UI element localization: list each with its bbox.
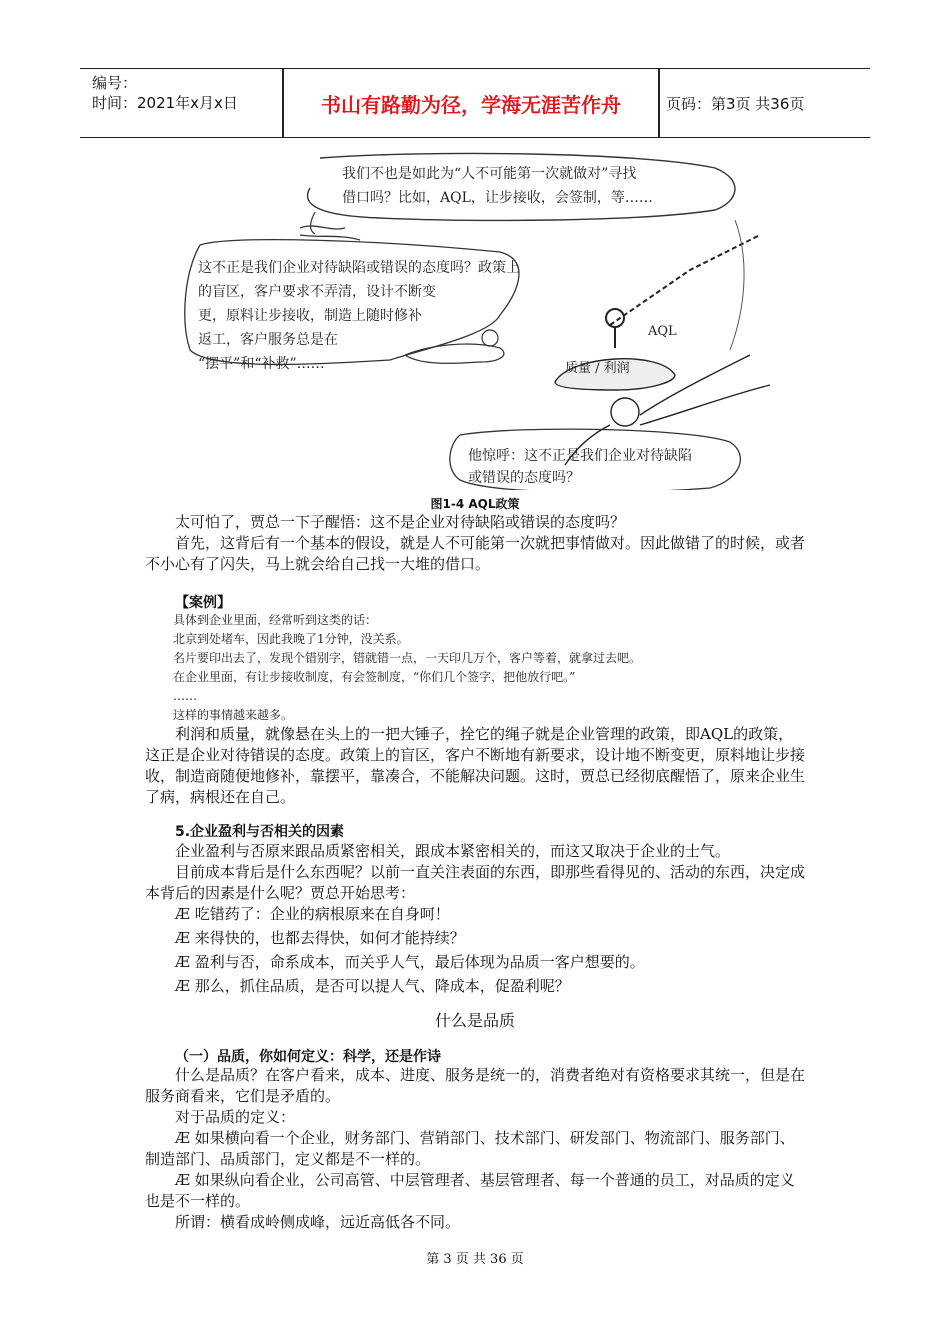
section-heading: 什么是品质 bbox=[434, 1011, 515, 1030]
list-item: Æ 盈利与否，命系成本，而关乎人气，最后体现为品质一客户想要的。 bbox=[175, 953, 645, 971]
paragraph: 企业盈利与否原来跟品质紧密相关，跟成本紧密相关的，而这又取决于企业的士气。 bbox=[175, 842, 731, 860]
page-header bbox=[80, 68, 870, 138]
paragraph: 所谓：横看成岭侧成峰，远近高低各不同。 bbox=[175, 1213, 461, 1231]
bubble-top-line2: 借口吗？比如，AQL，让步接收，会签制，等…… bbox=[342, 190, 653, 206]
case-text-block bbox=[173, 611, 641, 725]
lying-person-sketch bbox=[405, 344, 504, 363]
bubble-left-line5: “摆平”和“补救”…… bbox=[198, 356, 325, 372]
bubble-left-line1: 这不正是我们企业对待缺陷或错误的态度吗？政策上 bbox=[198, 260, 520, 276]
speech-bubble-tail bbox=[310, 212, 315, 234]
doc-number-label: 编号： bbox=[92, 74, 138, 92]
hammer-rope bbox=[610, 235, 760, 325]
bubble-bottom-line1: 他惊呼：这不正是我们企业对待缺陷 bbox=[468, 448, 692, 464]
case-line: 在企业里面，有让步接收制度，有会签制度，“你们几个签字，把他放行吧。” bbox=[173, 670, 576, 684]
figure-caption: 图1-4 AQL政策 bbox=[430, 497, 520, 511]
sketch-line bbox=[730, 220, 744, 350]
case-line: 名片要印出去了，发现个错别字，错就错一点，一天印几万个，客户等着，就拿过去吧。 bbox=[173, 651, 642, 665]
page-footer: 第 3 页 共 36 页 bbox=[426, 1252, 524, 1267]
list-item: Æ 吃错药了：企业的病根原来在自身呵！ bbox=[175, 905, 450, 923]
case-line: 这样的事情越来越多。 bbox=[173, 708, 294, 722]
bubble-left-line4: 返工，客户服务总是在 bbox=[198, 332, 338, 348]
lying-person-head bbox=[482, 330, 498, 346]
bubble-left-line3: 更，原料让步接收，制造上随时修补 bbox=[198, 308, 422, 324]
bubble-top-line1: 我们不也是如此为“人不可能第一次就做对”寻找 bbox=[342, 166, 637, 182]
case-line: 具体到企业里面，经常听到这类的话： bbox=[173, 613, 378, 627]
list-item: Æ 来得快的，也都去得快，如何才能持续？ bbox=[175, 929, 465, 947]
bubble-left-line2: 的盲区，客户要求不弄清，设计不断变 bbox=[198, 284, 436, 300]
paragraph: 目前成本背后是什么东西呢？以前一直关注表面的东西，即那些看得见的、活动的东西，决定成本背后的因素是什么呢？贾总开始思考： bbox=[145, 863, 806, 902]
list-item: Æ 如果纵向看企业，公司高管、中层管理者、基层管理者、每一个普通的员工，对品质的定义也是不一样的。 bbox=[145, 1171, 795, 1210]
doc-date-label: 时间：2021年x月x日 bbox=[92, 94, 238, 112]
case-title: 【案例】 bbox=[175, 595, 231, 611]
rope-knot bbox=[606, 309, 624, 327]
subsection-title: （一）品质，你如何定义：科学，还是作诗 bbox=[175, 1049, 441, 1065]
hammer-label: 质量 / 利润 bbox=[565, 361, 630, 376]
list-item: Æ 如果横向看一个企业，财务部门、营销部门、技术部门、研发部门、物流部门、服务部门、制造部门、品质部门，定义都是不一样的。 bbox=[145, 1129, 795, 1168]
aql-label: AQL bbox=[648, 324, 677, 339]
paragraph: 首先，这背后有一个基本的假设，就是人不可能第一次就把事情做对。因此做错了的时候，或者不小心有了闪失，马上就会给自己找一大堆的借口。 bbox=[145, 534, 806, 573]
case-line: …… bbox=[173, 689, 197, 703]
header-motto: 书山有路勤为径，学海无涯苦作舟 bbox=[321, 93, 621, 117]
aql-policy-illustration bbox=[170, 150, 790, 490]
section-title: 5.企业盈利与否相关的因素 bbox=[175, 824, 345, 840]
speech-bubble-top bbox=[308, 153, 735, 220]
list-item: Æ 那么，抓住品质，是否可以提人气、降成本，促盈利呢？ bbox=[175, 977, 570, 995]
paragraph: 什么是品质？在客户看来，成本、进度、服务是统一的，消费者绝对有资格要求其统一，但是在服务商看来，它们是矛盾的。 bbox=[145, 1066, 806, 1105]
header-page-label: 页码：第3页 共36页 bbox=[666, 95, 805, 113]
case-line: 北京到处堵车，因此我晚了1分钟，没关系。 bbox=[173, 632, 409, 646]
bubble-bottom-line2: 或错误的态度吗？ bbox=[468, 470, 580, 486]
falling-person-sketch bbox=[300, 226, 360, 240]
paragraph: 太可怕了，贾总一下子醒悟：这不是企业对待缺陷或错误的态度吗？ bbox=[175, 513, 626, 531]
paragraph: 对于品质的定义： bbox=[175, 1108, 296, 1126]
paragraph: 利润和质量，就像悬在头上的一把大锤子，拴它的绳子就是企业管理的政策，即AQL的政策，这正是企业对待错误的态度。政策上的盲区，客户不断地有新要求，设计地不断变更，原料地让步接收，制造商随便地修补，靠摆平，靠凑合，不能解决问题。这时，贾总已经彻底醒悟了，原来企业生了病，病根还在自己。 bbox=[145, 725, 806, 806]
bullet-list bbox=[175, 904, 805, 997]
alarmed-person-head bbox=[611, 398, 639, 426]
header-meta bbox=[92, 73, 238, 113]
